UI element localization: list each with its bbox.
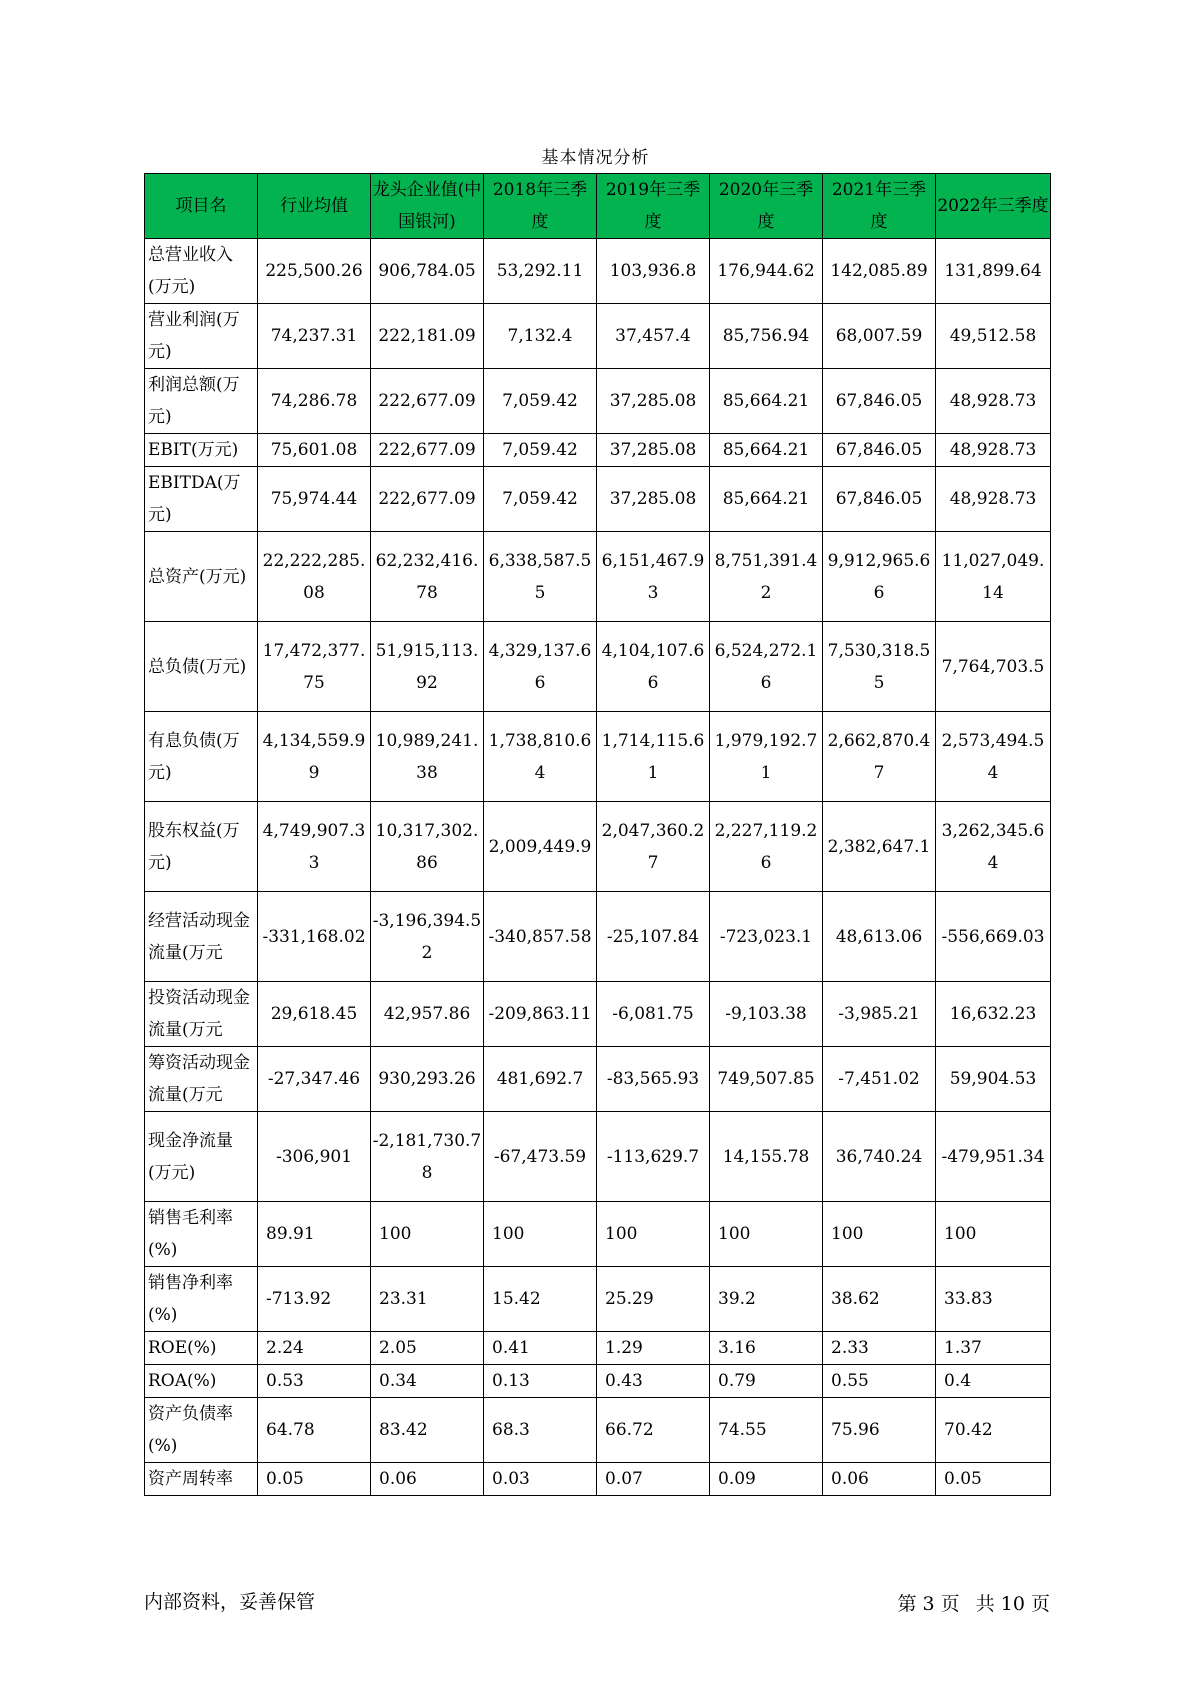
table-cell: 222,677.09 [371, 434, 484, 467]
table-cell: 16,632.23 [936, 982, 1051, 1047]
column-header: 2021年三季度 [823, 174, 936, 239]
table-cell: -340,857.58 [484, 892, 597, 982]
table-cell: 74.55 [710, 1398, 823, 1463]
table-cell: 7,059.42 [484, 434, 597, 467]
table-cell: 70.42 [936, 1398, 1051, 1463]
table-cell: -723,023.1 [710, 892, 823, 982]
column-header: 项目名 [145, 174, 258, 239]
table-cell: 75,601.08 [258, 434, 371, 467]
row-label: 资产周转率 [145, 1463, 258, 1496]
table-row [145, 892, 1051, 982]
table-cell: 0.03 [484, 1463, 597, 1496]
table-cell: 0.06 [371, 1463, 484, 1496]
table-cell: 906,784.05 [371, 239, 484, 304]
table-cell: -556,669.03 [936, 892, 1051, 982]
table-row [145, 982, 1051, 1047]
table-cell: 37,285.08 [597, 369, 710, 434]
table-cell: 0.09 [710, 1463, 823, 1496]
table-row [145, 1463, 1051, 1496]
table-row [145, 1365, 1051, 1398]
table-cell: 48,928.73 [936, 369, 1051, 434]
row-label: 总负债(万元) [145, 622, 258, 712]
table-cell: 48,928.73 [936, 467, 1051, 532]
table-cell: 1.37 [936, 1332, 1051, 1365]
row-label: 投资活动现金流量(万元 [145, 982, 258, 1047]
table-cell: 2,009,449.9 [484, 802, 597, 892]
table-row [145, 239, 1051, 304]
column-header: 行业均值 [258, 174, 371, 239]
table-cell: 68,007.59 [823, 304, 936, 369]
table-cell: 75,974.44 [258, 467, 371, 532]
table-cell: 38.62 [823, 1267, 936, 1332]
row-label: 总营业收入(万元) [145, 239, 258, 304]
table-cell: 17,472,377.75 [258, 622, 371, 712]
table-cell: 37,457.4 [597, 304, 710, 369]
table-cell: 3.16 [710, 1332, 823, 1365]
page-title: 基本情况分析 [541, 148, 650, 168]
table-cell: 85,664.21 [710, 434, 823, 467]
table-cell: 1,714,115.61 [597, 712, 710, 802]
table-cell: 11,027,049.14 [936, 532, 1051, 622]
table-row [145, 1267, 1051, 1332]
table-cell: 7,059.42 [484, 369, 597, 434]
row-label: EBITDA(万元) [145, 467, 258, 532]
table-cell: 222,677.09 [371, 369, 484, 434]
table-cell: 85,664.21 [710, 467, 823, 532]
table-cell: 85,664.21 [710, 369, 823, 434]
table-row [145, 304, 1051, 369]
row-label: 现金净流量(万元) [145, 1112, 258, 1202]
table-cell: 7,132.4 [484, 304, 597, 369]
table-cell: 39.2 [710, 1267, 823, 1332]
row-label: ROE(%) [145, 1332, 258, 1365]
table-row [145, 1047, 1051, 1112]
table-cell: 0.05 [936, 1463, 1051, 1496]
table-cell: 53,292.11 [484, 239, 597, 304]
table-cell: -306,901 [258, 1112, 371, 1202]
table-cell: 2,227,119.26 [710, 802, 823, 892]
table-cell: 222,181.09 [371, 304, 484, 369]
row-label: 有息负债(万元) [145, 712, 258, 802]
table-cell: 62,232,416.78 [371, 532, 484, 622]
table-cell: 68.3 [484, 1398, 597, 1463]
page-total: 共 10 页 [975, 1593, 1050, 1615]
table-cell: 4,104,107.66 [597, 622, 710, 712]
table-cell: 0.55 [823, 1365, 936, 1398]
table-cell: 29,618.45 [258, 982, 371, 1047]
table-cell: 131,899.64 [936, 239, 1051, 304]
page-current: 第 3 页 [897, 1593, 960, 1615]
table-cell: 66.72 [597, 1398, 710, 1463]
table-cell: 222,677.09 [371, 467, 484, 532]
analysis-table [144, 173, 1051, 1496]
table-cell: -331,168.02 [258, 892, 371, 982]
table-cell: 3,262,345.64 [936, 802, 1051, 892]
table-cell: 0.79 [710, 1365, 823, 1398]
table-cell: -479,951.34 [936, 1112, 1051, 1202]
table-cell: 7,059.42 [484, 467, 597, 532]
table-row [145, 467, 1051, 532]
table-cell: 51,915,113.92 [371, 622, 484, 712]
confidential-note: 内部资料，妥善保管 [144, 1591, 316, 1613]
table-cell: 0.05 [258, 1463, 371, 1496]
row-label: 股东权益(万元) [145, 802, 258, 892]
table-cell: 2.33 [823, 1332, 936, 1365]
table-cell: 48,928.73 [936, 434, 1051, 467]
table-cell: 0.53 [258, 1365, 371, 1398]
table-cell: 1,738,810.64 [484, 712, 597, 802]
table-row [145, 1202, 1051, 1267]
table-cell: 22,222,285.08 [258, 532, 371, 622]
column-header: 2019年三季度 [597, 174, 710, 239]
table-cell: 10,317,302.86 [371, 802, 484, 892]
table-cell: 6,151,467.93 [597, 532, 710, 622]
table-cell: 33.83 [936, 1267, 1051, 1332]
table-cell: -113,629.7 [597, 1112, 710, 1202]
table-cell: 42,957.86 [371, 982, 484, 1047]
column-header: 2020年三季度 [710, 174, 823, 239]
table-cell: 48,613.06 [823, 892, 936, 982]
table-cell: 23.31 [371, 1267, 484, 1332]
table-cell: 67,846.05 [823, 434, 936, 467]
table-row [145, 369, 1051, 434]
table-cell: 176,944.62 [710, 239, 823, 304]
row-label: 经营活动现金流量(万元 [145, 892, 258, 982]
table-cell: 15.42 [484, 1267, 597, 1332]
row-label: EBIT(万元) [145, 434, 258, 467]
table-cell: 1,979,192.71 [710, 712, 823, 802]
table-cell: 67,846.05 [823, 467, 936, 532]
table-cell: 64.78 [258, 1398, 371, 1463]
table-cell: 103,936.8 [597, 239, 710, 304]
table-row [145, 1398, 1051, 1463]
table-cell: 49,512.58 [936, 304, 1051, 369]
table-cell: -3,985.21 [823, 982, 936, 1047]
row-label: 营业利润(万元) [145, 304, 258, 369]
table-cell: 4,329,137.66 [484, 622, 597, 712]
table-cell: -713.92 [258, 1267, 371, 1332]
row-label: 筹资活动现金流量(万元 [145, 1047, 258, 1112]
column-header: 2018年三季度 [484, 174, 597, 239]
table-cell: 0.41 [484, 1332, 597, 1365]
table-row [145, 434, 1051, 467]
table-cell: 59,904.53 [936, 1047, 1051, 1112]
table-cell: 0.43 [597, 1365, 710, 1398]
table-cell: 0.06 [823, 1463, 936, 1496]
table-cell: 89.91 [258, 1202, 371, 1267]
table-cell: 74,237.31 [258, 304, 371, 369]
table-cell: 0.34 [371, 1365, 484, 1398]
table-cell: -27,347.46 [258, 1047, 371, 1112]
table-cell: 74,286.78 [258, 369, 371, 434]
table-cell: 36,740.24 [823, 1112, 936, 1202]
table-cell: 100 [597, 1202, 710, 1267]
table-cell: 8,751,391.42 [710, 532, 823, 622]
table-cell: 7,764,703.5 [936, 622, 1051, 712]
table-cell: 100 [710, 1202, 823, 1267]
table-cell: -6,081.75 [597, 982, 710, 1047]
table-cell: -2,181,730.78 [371, 1112, 484, 1202]
row-label: ROA(%) [145, 1365, 258, 1398]
table-cell: 25.29 [597, 1267, 710, 1332]
table-row [145, 802, 1051, 892]
table-cell: 2,047,360.27 [597, 802, 710, 892]
table-row [145, 1112, 1051, 1202]
table-row [145, 532, 1051, 622]
table-cell: 0.07 [597, 1463, 710, 1496]
table-cell: 9,912,965.66 [823, 532, 936, 622]
table-cell: 0.4 [936, 1365, 1051, 1398]
table-cell: 37,285.08 [597, 467, 710, 532]
table-cell: 100 [823, 1202, 936, 1267]
table-cell: 7,530,318.55 [823, 622, 936, 712]
table-cell: 100 [484, 1202, 597, 1267]
table-cell: 4,749,907.33 [258, 802, 371, 892]
page-indicator [888, 1589, 1050, 1616]
table-cell: 225,500.26 [258, 239, 371, 304]
table-row [145, 1332, 1051, 1365]
table-cell: -209,863.11 [484, 982, 597, 1047]
table-cell: 83.42 [371, 1398, 484, 1463]
table-cell: -3,196,394.52 [371, 892, 484, 982]
table-cell: 6,524,272.16 [710, 622, 823, 712]
table-cell: 2,662,870.47 [823, 712, 936, 802]
table-row [145, 622, 1051, 712]
table-cell: 75.96 [823, 1398, 936, 1463]
table-cell: 6,338,587.55 [484, 532, 597, 622]
row-label: 销售毛利率(%) [145, 1202, 258, 1267]
table-cell: 2.24 [258, 1332, 371, 1365]
table-cell: 100 [371, 1202, 484, 1267]
table-cell: 930,293.26 [371, 1047, 484, 1112]
table-cell: 85,756.94 [710, 304, 823, 369]
column-header: 龙头企业值(中国银河) [371, 174, 484, 239]
table-cell: 100 [936, 1202, 1051, 1267]
column-header: 2022年三季度 [936, 174, 1051, 239]
table-cell: 481,692.7 [484, 1047, 597, 1112]
table-cell: -25,107.84 [597, 892, 710, 982]
table-cell: 749,507.85 [710, 1047, 823, 1112]
table-cell: 142,085.89 [823, 239, 936, 304]
table-cell: -67,473.59 [484, 1112, 597, 1202]
table-cell: 4,134,559.99 [258, 712, 371, 802]
table-cell: -7,451.02 [823, 1047, 936, 1112]
row-label: 利润总额(万元) [145, 369, 258, 434]
table-cell: 0.13 [484, 1365, 597, 1398]
table-cell: -83,565.93 [597, 1047, 710, 1112]
table-cell: -9,103.38 [710, 982, 823, 1047]
row-label: 资产负债率(%) [145, 1398, 258, 1463]
row-label: 销售净利率(%) [145, 1267, 258, 1332]
table-cell: 14,155.78 [710, 1112, 823, 1202]
table-cell: 1.29 [597, 1332, 710, 1365]
table-cell: 2.05 [371, 1332, 484, 1365]
table-cell: 10,989,241.38 [371, 712, 484, 802]
table-cell: 67,846.05 [823, 369, 936, 434]
table-header-row [145, 174, 1051, 239]
table-cell: 2,573,494.54 [936, 712, 1051, 802]
table-cell: 2,382,647.1 [823, 802, 936, 892]
table-cell: 37,285.08 [597, 434, 710, 467]
table-row [145, 712, 1051, 802]
row-label: 总资产(万元) [145, 532, 258, 622]
